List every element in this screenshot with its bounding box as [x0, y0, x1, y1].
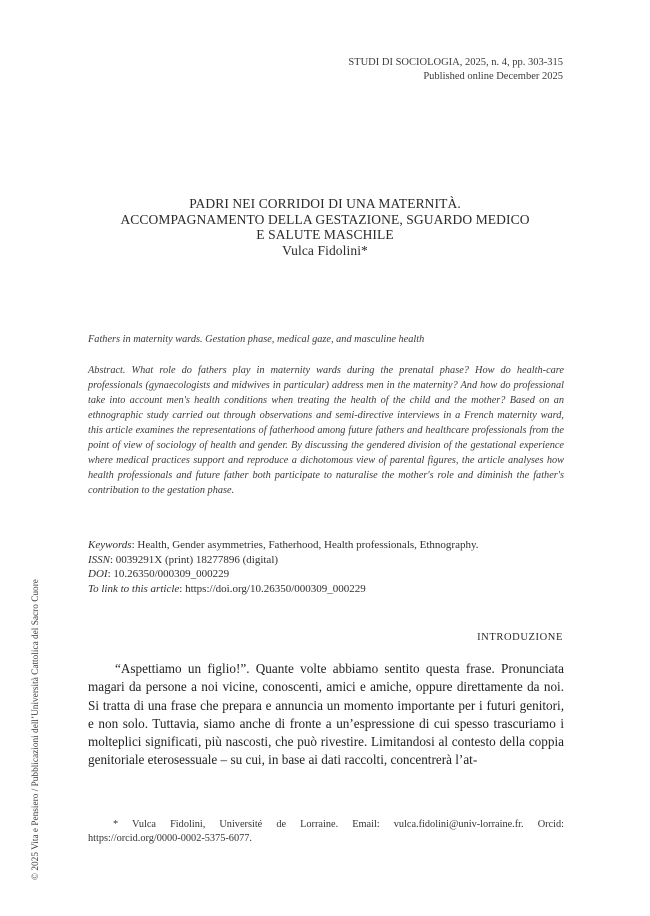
article-title-block — [60, 196, 590, 258]
keywords-value: : Health, Gender asymmetries, Fatherhood, Health professionals, Ethnography. — [131, 539, 479, 551]
journal-header — [348, 56, 563, 84]
doi-value: : 10.26350/000309_000229 — [107, 568, 230, 581]
issn-label: ISSN — [88, 553, 110, 566]
article-metadata — [88, 538, 479, 596]
abstract: Abstract. What role do fathers play in maternity wards during the prenatal phase? How do health-care professionals (gynaecologists and midwives in particular) address men in the maternity? And how do professional take into account men's health conditions when treating the health of the child and the mother? Based on an ethnographic study carried out through observations and semi-directive interviews in a French maternity ward, this article examines the representations of fatherhood among future fathers and healthcare professionals from the point of view of sociology of health and gender. By discussing the gendered division of the gestational experience where medical practices support and reproduce a dichotomous view of parental figures, the article analyses how health professionals and future father both participate to naturalise the mother's role and diminish the father's contribution to the gestation phase. — [88, 365, 564, 496]
issn-line — [88, 553, 479, 568]
article-link-line — [88, 582, 479, 597]
article-link-value[interactable]: : https://doi.org/10.26350/000309_000229 — [179, 582, 366, 595]
publication-date: Published online December 2025 — [423, 71, 563, 82]
body-paragraph: “Aspettiamo un figlio!”. Quante volte abbiamo sentito questa frase. Pronunciata magari da persone a noi vicine, conoscenti, amici e amiche, oppure direttamente da noi. Si tratta di una frase che prepara e annuncia un momento importante per i futuri genitori, e non solo. Tuttavia, siamo anche di fronte a un’espressione di cui spesso trascuriamo i molteplici significati, più nascosti, che può rivestire. Limitandosi al contesto della coppia genitoriale eterosessuale – su cui, in base ai dati raccolti, concentrerà l’at- — [88, 661, 564, 768]
article-title-line-1: PADRI NEI CORRIDOI DI UNA MATERNITÀ. — [189, 196, 461, 211]
article-title-line-3: E SALUTE MASCHILE — [256, 227, 394, 242]
copyright-sidebar: © 2025 Vita e Pensiero / Pubblicazioni dell’Università Cattolica del Sacro Cuore — [31, 579, 41, 880]
article-author: Vulca Fidolini* — [282, 242, 368, 258]
section-heading: INTRODUZIONE — [477, 632, 563, 643]
article-title-line-2: ACCOMPAGNAMENTO DELLA GESTAZIONE, SGUARDO MEDICO — [120, 211, 530, 227]
doi-line — [88, 567, 479, 582]
english-title: Fathers in maternity wards. Gestation phase, medical gaze, and masculine health — [88, 334, 425, 345]
doi-label: DOI — [88, 568, 108, 581]
keywords-line — [88, 538, 479, 553]
article-link-label: To link to this article — [88, 582, 180, 595]
keywords-label: Keywords — [88, 539, 132, 551]
issn-value: : 0039291X (print) 18277896 (digital) — [110, 553, 279, 566]
author-footnote: * Vulca Fidolini, Université de Lorraine. Email: vulca.fidolini@univ-lorraine.fr. Orcid: https://orcid.org/0000-0002-5375-6077. — [88, 819, 564, 844]
journal-citation: STUDI DI SOCIOLOGIA, 2025, n. 4, pp. 303-315 — [348, 57, 563, 68]
